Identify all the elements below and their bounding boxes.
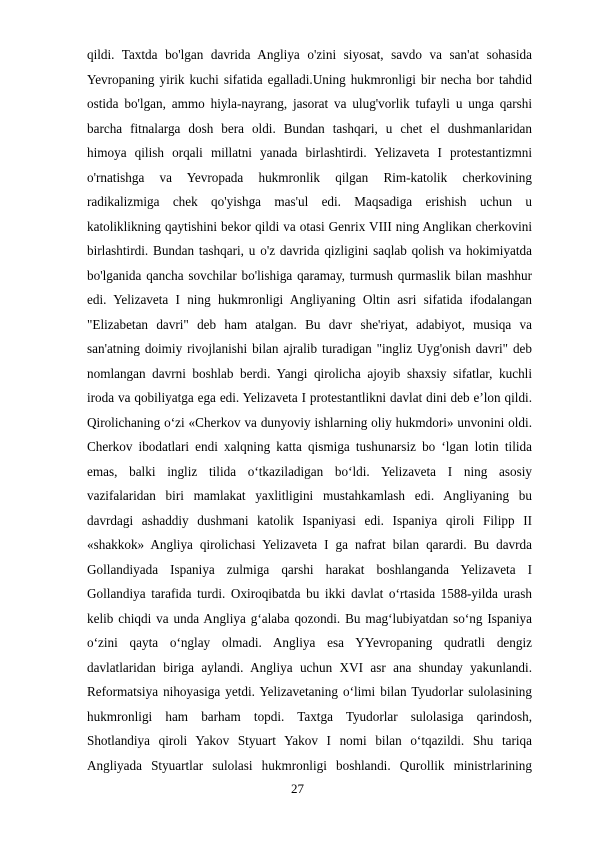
- text-line: nomlangan davrni boshlab berdi. Yangi qirolicha ajoyib shaxsiy sifatlar, kuchli: [87, 365, 532, 381]
- text-line: san'atning doimiy rivojlanishi bilan ajralib turadigan "ingliz Uyg'onish davri" deb: [87, 341, 532, 356]
- text-line: Shotlandiya qiroli Yakov Styuart Yakov I nomi bilan oʻtqazildi. Shu tariqa: [87, 733, 532, 748]
- text-line: Cherkov ibodatlari endi xalqning katta qismiga tushunarsiz bo ʻlgan lotin tilida: [87, 439, 532, 454]
- text-line: ostida bo'lgan, ammo hiyla-nayrang, jasorat va ulug'vorlik tufayli u unga qarshi: [87, 96, 532, 111]
- text-line: Gollandiyada Ispaniya zulmiga qarshi harakat boshlanganda Yelizaveta I: [87, 561, 532, 577]
- text-line: davlatlaridan biriga aylandi. Angliya uchun XVI asr ana shunday yakunlandi.: [87, 659, 532, 675]
- text-line: vazifalaridan biri mamlakat yaxlitligini mustahkamlash edi. Angliyaning bu: [87, 488, 532, 503]
- text-line: himoya qilish orqali millatni yanada birlashtirdi. Yelizaveta I protestantizmni: [87, 145, 532, 160]
- text-line: o'rnatishga va Yevropada hukmronlik qilgan Rim-katolik cherkovining: [87, 169, 532, 185]
- text-line: edi. Yelizaveta I ning hukmronligi Angliyaning Oltin asri sifatida ifodalangan: [87, 292, 532, 307]
- text-line: emas, balki ingliz tilida oʻtkaziladigan boʻldi. Yelizaveta I ning asosiy: [87, 463, 532, 479]
- text-line: Reformatsiya nihoyasiga yetdi. Yelizavetaning oʻlimi bilan Tyudorlar sulolasining: [87, 684, 532, 699]
- text-line: qildi. Taxtda bo'lgan davrida Angliya o'zini siyosat, savdo va san'at sohasida: [87, 47, 532, 62]
- text-line: Yevropaning yirik kuchi sifatida egalladi.Uning hukmronligi bir necha bor tahdid: [87, 71, 532, 87]
- text-line: davrdagi ashaddiy dushmani katolik Ispaniyasi edi. Ispaniya qiroli Filipp II: [87, 512, 532, 528]
- text-line: Gollandiya tarafida turdi. Oxiroqibatda bu ikki davlat oʻrtasida 1588-yilda urash: [87, 586, 532, 601]
- text-line: iroda va qobiliyatga ega edi. Yelizaveta I protestantlikni davlat dini deb e’lon qildi.: [87, 390, 532, 405]
- text-line: «shakkok» Angliya qirolichasi Yelizaveta I ga nafrat bilan qarardi. Bu davrda: [87, 537, 532, 552]
- text-line: oʻzini qayta oʻnglay olmadi. Angliya esa YYevropaning qudratli dengiz: [87, 635, 532, 650]
- text-line: Angliyada Styuartlar sulolasi hukmronligi boshlandi. Qurollik ministrlarining: [87, 757, 532, 773]
- body-text: [87, 43, 532, 778]
- text-line: Qirolichaning oʻzi «Cherkov va dunyoviy ishlarning oliy hukmdori» unvonini oldi.: [87, 414, 532, 430]
- text-line: barcha fitnalarga dosh bera oldi. Bundan tashqari, u chet el dushmanlaridan: [87, 120, 532, 136]
- text-line: "Elizabetan davri" deb ham atalgan. Bu davr she'riyat, adabiyot, musiqa va: [87, 316, 532, 332]
- page-number: 27: [291, 781, 304, 796]
- text-line: birlashtirdi. Bundan tashqari, u o'z davrida qizligini saqlab qolish va hokimiyatda: [87, 243, 532, 258]
- text-line: katolikliknіng qaytishini bekor qildi va otasi Genrix VIII ning Anglikan cherkovini: [87, 218, 532, 234]
- text-line: hukmronligi ham barham topdi. Taxtga Tyudorlar sulolasiga qarindosh,: [87, 708, 532, 724]
- text-line: kelib chiqdi va unda Angliya gʻalaba qozondi. Bu magʻlubiyatdan soʻng Ispaniya: [87, 610, 532, 626]
- text-line: radikalizmiga chek qo'yishga mas'ul edi. Maqsadiga erishish uchun u: [87, 194, 532, 209]
- text-line: bo'lganida qancha sovchilar bo'lishiga qaramay, turmush qurmaslik bilan mashhur: [87, 267, 532, 283]
